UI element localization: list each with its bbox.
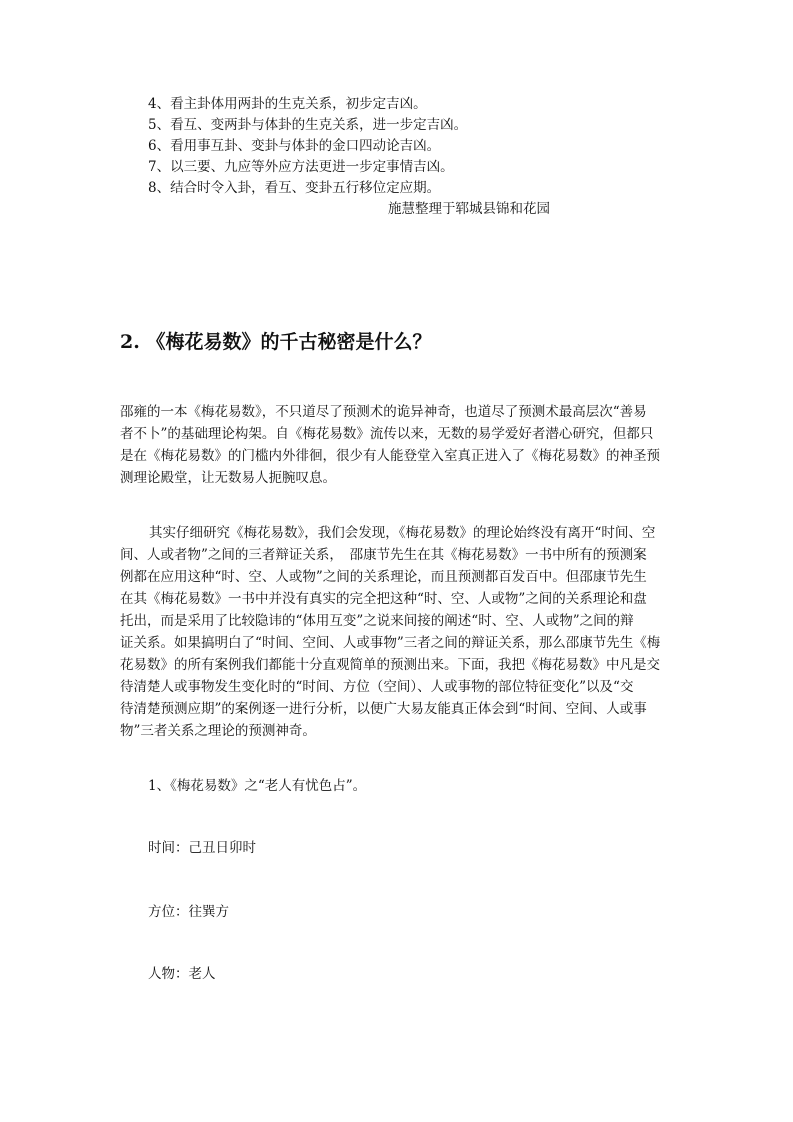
signature-line: 施慧整理于郓城县锦和花园 — [388, 201, 550, 217]
case-direction-line: 方位：往巽方 — [148, 904, 229, 920]
paragraph-line: 证关系。如果搞明白了“时间、空间、人或事物”三者之间的辩证关系，那么邵康节先生《梅 — [120, 635, 661, 651]
paragraph-line: 其实仔细研究《梅花易数》，我们会发现，《梅花易数》的理论始终没有离开“时间、空 — [149, 525, 656, 541]
case-person-line: 人物：老人 — [148, 966, 216, 982]
paragraph-line: 待清楚预测应期”的案例逐一进行分析，以便广大易友能真正体会到“时间、空间、人或事 — [120, 701, 647, 717]
steps-list — [148, 94, 668, 199]
case-time-line: 时间：己丑日卯时 — [148, 840, 256, 856]
paragraph-line: 物”三者关系之理论的预测神奇。 — [120, 723, 316, 739]
step-item: 4、看主卦体用两卦的生克关系，初步定吉凶。 — [148, 96, 427, 112]
paragraph-line: 间、人或者物”之间的三者辩证关系， 邵康节先生在其《梅花易数》一书中所有的预测案 — [120, 547, 647, 563]
paragraph-line: 托出，而是采用了比较隐讳的“体用互变”之说来间接的阐述“时、空、人或物”之间的辩 — [120, 613, 634, 629]
intro-paragraph — [120, 401, 680, 489]
paragraph-line: 待清楚人或事物发生变化时的“时间、方位（空间）、人或事物的部位特征变化”以及“交 — [120, 679, 634, 695]
paragraph-line: 测理论殿堂，让无数易人扼腕叹息。 — [120, 470, 336, 486]
step-item: 7、以三要、九应等外应方法更进一步定事情吉凶。 — [148, 159, 454, 175]
section-heading: 2. 《梅花易数》的千古秘密是什么？ — [120, 331, 432, 353]
paragraph-line: 例都在应用这种“时、空、人或物”之间的关系理论，而且预测都百发百中。但邵康节先生 — [120, 569, 647, 585]
step-item: 8、结合时令入卦，看互、变卦五行移位定应期。 — [148, 180, 441, 196]
paragraph-line: 邵雍的一本《梅花易数》，不只道尽了预测术的诡异神奇，也道尽了预测术最高层次“善易 — [120, 404, 647, 420]
case-title: 1、《梅花易数》之“老人有忧色占”。 — [148, 778, 367, 794]
paragraph-line: 花易数》的所有案例我们都能十分直观简单的预测出来。下面，我把《梅花易数》中凡是交 — [120, 657, 660, 673]
paragraph-line: 是在《梅花易数》的门槛内外徘徊，很少有人能登堂入室真正进入了《梅花易数》的神圣预 — [120, 448, 660, 464]
step-item: 5、看互、变两卦与体卦的生克关系，进一步定吉凶。 — [148, 117, 468, 133]
paragraph-line: 在其《梅花易数》一书中并没有真实的完全把这种“时、空、人或物”之间的关系理论和盘 — [120, 591, 647, 607]
paragraph-line: 者不卜”的基础理论构架。自《梅花易数》流传以来，无数的易学爱好者潜心研究，但都只 — [120, 426, 654, 442]
analysis-paragraph — [120, 522, 680, 742]
step-item: 6、看用事互卦、变卦与体卦的金口四动论吉凶。 — [148, 138, 441, 154]
